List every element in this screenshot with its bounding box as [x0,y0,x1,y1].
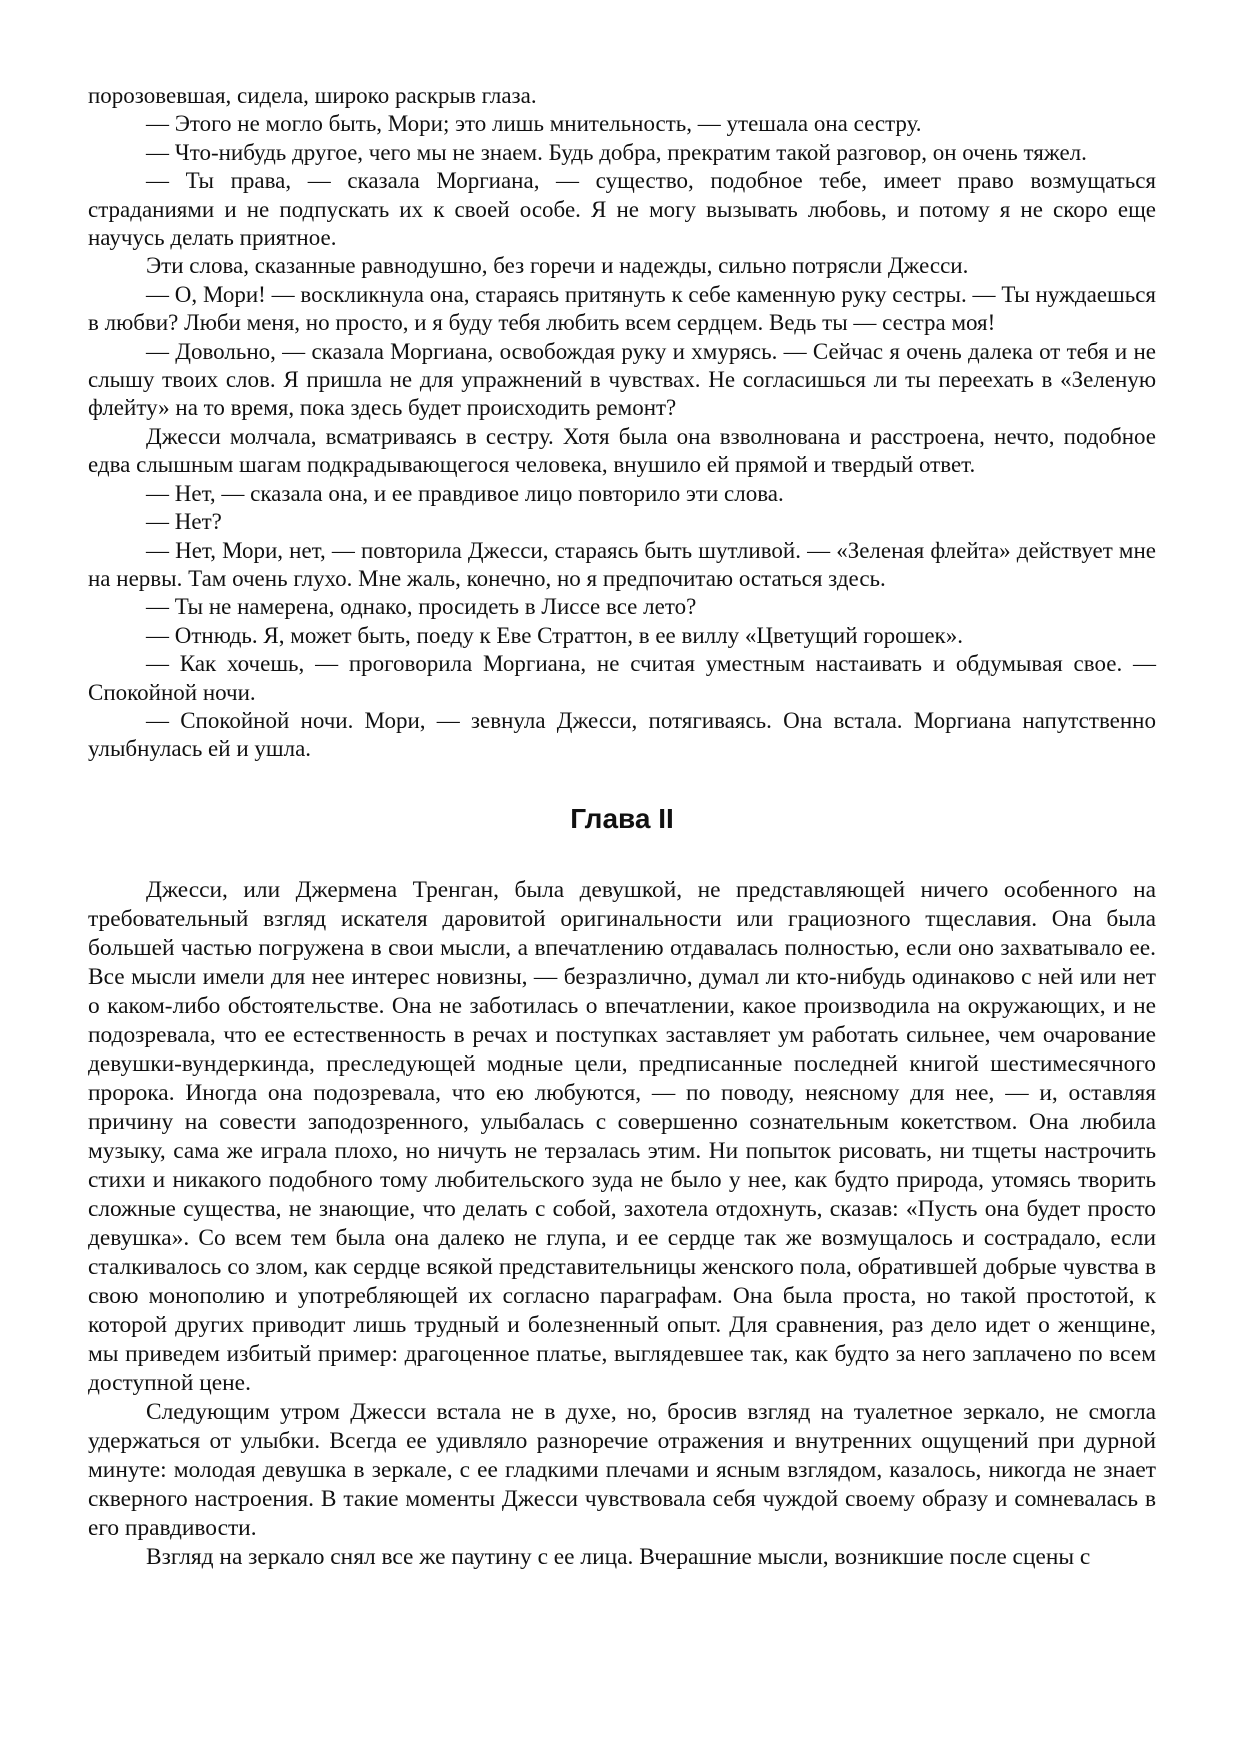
paragraph: — Спокойной ночи. Мори, — зевнула Джесси, потягиваясь. Она встала. Моргиана напутственно улыбнулась ей и ушла. [88,707,1156,762]
paragraph: Эти слова, сказанные равнодушно, без горечи и надежды, сильно потрясли Джесси. [146,253,969,279]
paragraph: — Что-нибудь другое, чего мы не знаем. Будь добра, прекратим такой разговор, он очень тяжел. [146,139,1087,165]
paragraph: порозовевшая, сидела, широко раскрыв глаза. [88,83,537,108]
document-page [88,82,1156,1572]
paragraph: Джесси, или Джермена Тренган, была девушкой, не представляющей ничего особенного на требовательный взгляд искателя даровитой оригинальности или грациозного тщеславия. Она была большей частью погружена в свои мысли, а впечатлению отдавалась полностью, если оно захватывало ее. Все мысли имели для нее интерес новизны, — безразлично, думал ли кто-нибудь одинаково с ней или нет о каком-либо обстоятельстве. Она не заботилась о впечатлении, какое производила на окружающих, и не подозревала, что ее естественность в речах и поступках заставляет ум работать сильнее, чем очарование девушки-вундеркинда, преследующей модные цели, предписанные последней книгой шестимесячного пророка. Иногда она подозревала, что ею любуются, — по поводу, неясному для нее, — и, оставляя причину на совести заподозренного, улыбалась с совершенно сознательным кокетством. Она любила музыку, сама же играла плохо, но ничуть не терзалась этим. Ни попыток рисовать, ни тщеты настрочить стихи и никакого подобного тому любительского зуда не было у нее, как будто природа, утомясь творить сложные существа, не знающие, что делать с собой, захотела отдохнуть, сказав: «Пусть она будет просто девушка». Со всем тем была она далеко не глупа, и ее сердце так же возмущалось и сострадало, если сталкивалось со злом, как сердце всякой представительницы женского пола, обратившей добрые чувства в свою монополию и употребляющей их согласно параграфам. Она была проста, но такой простотой, к которой других приводит лишь трудный и болезненный опыт. Для сравнения, раз дело идет о женщине, мы приведем избитый пример: драгоценное платье, выглядевшее так, как будто за него заплачено по всем доступной цене. [88,876,1156,1396]
text-block-part2 [88,876,1156,1572]
paragraph: Следующим утром Джесси встала не в духе, но, бросив взгляд на туалетное зеркало, не смогла удержаться от улыбки. Всегда ее удивляло разноречие отражения и внутренних ощущений при дурной минуте: молодая девушка в зеркале, с ее гладкими плечами и ясным взглядом, казалось, никогда не знает скверного настроения. В такие моменты Джесси чувствовала себя чуждой своему образу и сомневалась в его правдивости. [88,1398,1156,1541]
paragraph: — Ты права, — сказала Моргиана, — существо, подобное тебе, имеет право возмущаться страданиями и не подпускать их к своей особе. Я не могу вызывать любовь, и потому я не скоро еще научусь делать приятное. [88,168,1156,251]
paragraph: — Довольно, — сказала Моргиана, освобождая руку и хмурясь. — Сейчас я очень далека от тебя и не слышу твоих слов. Я пришла не для упражнений в чувствах. Не согласишься ли ты переехать в «Зеленую флейту» на то время, пока здесь будет происходить ремонт? [88,338,1156,421]
chapter-title: Глава II [570,802,674,834]
paragraph: — Нет, — сказала она, и ее правдивое лицо повторило эти слова. [146,480,784,506]
paragraph: Джесси молчала, всматриваясь в сестру. Хотя была она взволнована и расстроена, нечто, подобное едва слышным шагам подкрадывающегося человека, внушило ей прямой и твердый ответ. [88,423,1156,478]
text-block-part1 [88,82,1156,764]
paragraph: — Отнюдь. Я, может быть, поеду к Еве Страттон, в ее виллу «Цветущий горошек». [146,622,963,648]
paragraph: — Этого не могло быть, Мори; это лишь мнительность, — утешала она сестру. [146,111,922,137]
paragraph: — Как хочешь, — проговорила Моргиана, не считая уместным настаивать и обдумывая свое. — Спокойной ночи. [88,651,1156,705]
paragraph: — Ты не намерена, однако, просидеть в Лиссе все лето? [146,594,697,620]
paragraph: Взгляд на зеркало снял все же паутину с ее лица. Вчерашние мысли, возникшие после сцены с [146,1543,1091,1570]
paragraph: — О, Мори! — воскликнула она, стараясь притянуть к себе каменную руку сестры. — Ты нуждаешься в любви? Люби меня, но просто, и я буду тебя любить всем сердцем. Ведь ты — сестра моя! [88,281,1156,336]
paragraph: — Нет? [146,509,222,535]
paragraph: — Нет, Мори, нет, — повторила Джесси, стараясь быть шутливой. — «Зеленая флейта» действует мне на нервы. Там очень глухо. Мне жаль, конечно, но я предпочитаю остаться здесь. [88,537,1156,591]
